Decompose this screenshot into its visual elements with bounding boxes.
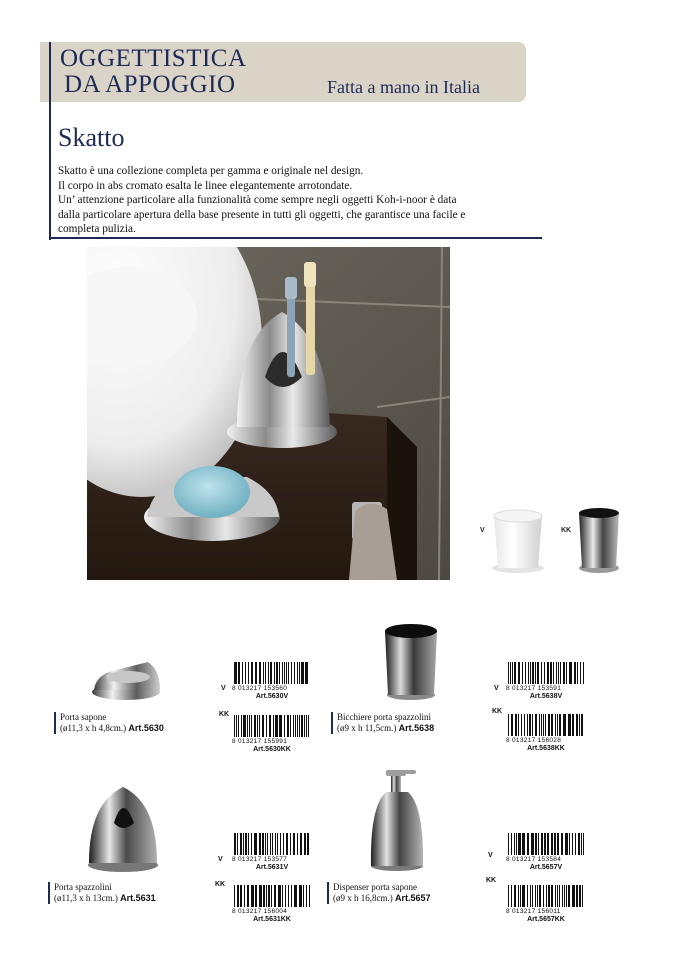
barcode-bar (280, 833, 281, 855)
barcode (232, 885, 312, 923)
barcode-bar (515, 714, 517, 736)
barcode-bar (279, 715, 282, 737)
barcode-bar (537, 662, 539, 684)
barcode-bar (297, 715, 298, 737)
barcode-bar (247, 715, 248, 737)
horizontal-rule (49, 237, 542, 239)
barcode-variant-label: V (218, 856, 223, 863)
barcode-bar (546, 885, 547, 907)
barcode-bar (524, 714, 525, 736)
barcode-variant-label: KK (486, 877, 497, 884)
barcode-bar (541, 714, 542, 736)
barcode-bar (535, 833, 537, 855)
barcode-bar (288, 662, 289, 684)
barcode-bar (529, 714, 531, 736)
barcode-bars (506, 885, 586, 907)
product-caption (54, 712, 164, 734)
barcode-bar (245, 662, 246, 684)
barcode-bar (234, 885, 235, 907)
barcode-bars (232, 662, 312, 684)
barcode-digits: 8 013217 156028 (506, 737, 562, 744)
barcode-bars (506, 662, 586, 684)
barcode-bar (240, 833, 242, 855)
barcode-bar (270, 833, 271, 855)
barcode-bar (269, 715, 271, 737)
barcode-bar (293, 715, 294, 737)
barcode-bar (559, 714, 561, 736)
barcode-bar (555, 714, 556, 736)
barcode-bar (510, 662, 511, 684)
barcode-bar (301, 715, 303, 737)
barcode-bar (309, 885, 310, 907)
barcode-bar (274, 662, 275, 684)
barcode-bar (537, 885, 538, 907)
soap-dish-image (90, 660, 162, 707)
barcode-bar (300, 833, 302, 855)
barcode-bar (572, 833, 573, 855)
barcode-article: Art.5657KK (527, 916, 565, 923)
barcode-bar (234, 833, 236, 855)
barcode-bar (287, 715, 289, 737)
barcode-bar (295, 715, 296, 737)
product-desc: Porta sapone (60, 712, 107, 722)
barcode-variant-label: KK (219, 711, 230, 718)
barcode-variant-label: V (494, 685, 499, 692)
barcode-article: Art.5638KK (527, 745, 565, 752)
barcode-bar (251, 885, 254, 907)
barcode-bar (254, 833, 257, 855)
barcode-bar (511, 885, 512, 907)
barcode-bar (550, 662, 552, 684)
barcode-bar (240, 885, 242, 907)
barcode-bar (579, 885, 581, 907)
barcode-bar (563, 714, 566, 736)
barcode-bar (527, 885, 528, 907)
barcode-bar (285, 885, 286, 907)
barcode-bar (304, 833, 306, 855)
barcode-bar (259, 833, 261, 855)
barcode-bar (563, 662, 565, 684)
barcode-bar (545, 714, 546, 736)
barcode-bar (283, 833, 284, 855)
barcode-bar (241, 715, 242, 737)
barcode-bar (243, 833, 244, 855)
barcode-bar (262, 833, 264, 855)
barcode-bar (242, 662, 243, 684)
barcode-bar (259, 715, 260, 737)
barcode-bar (574, 662, 576, 684)
barcode-bar (518, 714, 519, 736)
barcode-variant-label: V (221, 685, 226, 692)
barcode-bar (548, 885, 550, 907)
barcode-digits: 8 013217 156011 (506, 908, 561, 915)
product-caption (327, 882, 431, 904)
barcode-bar (527, 714, 528, 736)
section-title: Skatto (58, 123, 125, 152)
barcode-bar (561, 833, 563, 855)
barcode-bar (238, 662, 240, 684)
barcode-digits: 8 013217 153591 (506, 685, 562, 692)
barcode-bar (265, 833, 266, 855)
toothbrush-holder-image (86, 783, 160, 878)
barcode-variant-label: KK (215, 881, 226, 888)
barcode-bar (263, 662, 264, 684)
barcode-article: Art.5630V (255, 693, 289, 700)
barcode-bar (299, 885, 302, 907)
barcode-bar (579, 714, 580, 736)
product-caption (48, 882, 156, 904)
barcode-bar (306, 885, 307, 907)
barcode-bar (576, 885, 578, 907)
barcode-bar (291, 885, 292, 907)
barcode-bar (508, 662, 509, 684)
variant-label-chrome: KK (561, 527, 572, 534)
barcode-bar (251, 662, 253, 684)
barcode-bar (268, 885, 270, 907)
barcode-bar (266, 715, 267, 737)
barcode-bar (544, 833, 546, 855)
barcode-bar (294, 662, 295, 684)
white-cup-image (488, 508, 548, 579)
barcode-bar (535, 714, 537, 736)
barcode-bar (581, 833, 582, 855)
barcode-bar (275, 715, 278, 737)
barcode-bar (290, 833, 291, 855)
barcode-bar (305, 662, 308, 684)
barcode-bar (257, 715, 258, 737)
product-photo (87, 247, 450, 580)
barcode-bars (232, 833, 312, 855)
barcode-bar (535, 662, 536, 684)
barcode-digits: 8 013217 155991 (232, 738, 288, 745)
barcode-bar (557, 885, 558, 907)
barcode-variant-label: V (488, 852, 493, 859)
barcode-bar (554, 833, 556, 855)
barcode-bar (530, 885, 531, 907)
product-art: Art.5657 (395, 893, 431, 903)
chrome-cup-image (575, 505, 623, 580)
header-title-line2: DA APPOGGIO (64, 71, 236, 98)
barcode-bar (307, 833, 309, 855)
barcode-bar (299, 662, 300, 684)
barcode-bar (514, 833, 515, 855)
intro-line: completa pulizia. (58, 223, 136, 235)
barcode-bar (572, 714, 574, 736)
intro-text (58, 164, 538, 237)
barcode-bar (267, 833, 268, 855)
product-art: Art.5631 (120, 893, 156, 903)
barcode-bar (306, 715, 307, 737)
barcode-bar (262, 715, 264, 737)
intro-line: Skatto è una collezione completa per gamma e originale nel design. (58, 165, 364, 177)
barcode-bar (243, 715, 246, 737)
barcode-bar (520, 885, 521, 907)
barcode-bar (294, 885, 297, 907)
barcode-bar (278, 885, 281, 907)
barcode-bar (279, 662, 280, 684)
barcode-bar (282, 662, 283, 684)
intro-line: Il corpo in abs cromato esalta le linee elegantemente arrotondate. (58, 179, 353, 192)
barcode (232, 715, 312, 753)
barcode-bar (274, 885, 276, 907)
barcode-bar (566, 885, 567, 907)
barcode-bar (516, 833, 517, 855)
barcode-bar (551, 885, 553, 907)
barcode-bar (575, 833, 576, 855)
barcode-bar (249, 715, 250, 737)
barcode (232, 833, 312, 871)
barcode-bar (276, 662, 278, 684)
barcode-bar (558, 662, 559, 684)
barcode-bar (299, 715, 300, 737)
barcode-bar (560, 662, 561, 684)
barcode-bar (535, 885, 536, 907)
tumbler-image (382, 622, 440, 707)
barcode-bar (547, 662, 549, 684)
barcode-bar (234, 715, 235, 737)
product-dims: (ø11,3 x h 4,8cm.) (60, 723, 127, 733)
barcode-bar (522, 662, 523, 684)
barcode-bar (565, 833, 568, 855)
barcode-digits: 8 013217 153577 (232, 856, 288, 863)
barcode-bar (511, 714, 513, 736)
barcode-bar (557, 833, 559, 855)
barcode-bar (270, 662, 272, 684)
barcode-bar (564, 885, 565, 907)
barcode-bars (232, 885, 312, 907)
barcode-bar (512, 662, 513, 684)
product-dims: (ø11,3 x h 13cm.) (54, 893, 118, 903)
barcode-bar (301, 662, 304, 684)
barcode-bar (288, 885, 289, 907)
barcode-bar (556, 662, 557, 684)
barcode-article: Art.5631KK (253, 916, 291, 923)
barcode (506, 714, 586, 752)
barcode-article: Art.5631V (255, 864, 289, 871)
product-caption (331, 712, 434, 734)
barcode-bar (273, 715, 274, 737)
barcode-bar (265, 662, 266, 684)
barcode-bar (272, 833, 273, 855)
barcode (506, 885, 586, 923)
barcode-bar (531, 833, 534, 855)
barcode-bar (576, 714, 578, 736)
vertical-rule (49, 42, 51, 240)
barcode-bar (248, 662, 249, 684)
barcode-bar (308, 715, 309, 737)
barcode-bar (514, 885, 516, 907)
intro-line: dalla particolare apertura della base presente in tutti gli oggetti, che garantisce una facile e (58, 208, 466, 221)
barcode-bar (582, 885, 583, 907)
barcode-article: Art.5630KK (253, 746, 291, 753)
barcode-bar (528, 662, 529, 684)
barcode-bar (259, 885, 262, 907)
barcode-bar (562, 885, 563, 907)
barcode-bar (291, 662, 292, 684)
barcode-variant-label: KK (492, 708, 503, 715)
barcode-bar (304, 715, 305, 737)
barcode-bar (521, 714, 522, 736)
barcode-bar (569, 662, 572, 684)
barcode-bar (555, 885, 556, 907)
barcode-bar (518, 662, 520, 684)
barcode-bar (532, 885, 533, 907)
barcode-bar (551, 833, 553, 855)
barcode-bar (544, 662, 545, 684)
product-desc: Dispenser porta sapone (333, 882, 417, 892)
barcode-bar (238, 715, 239, 737)
barcode-bar (282, 885, 283, 907)
barcode-bar (286, 833, 288, 855)
barcode-bar (271, 885, 272, 907)
barcode-bar (569, 833, 570, 855)
barcode-bar (290, 715, 291, 737)
barcode-bar (551, 714, 553, 736)
barcode-bar (538, 833, 539, 855)
barcode-article: Art.5657V (529, 864, 563, 871)
barcode-bar (583, 662, 584, 684)
barcode-bar (268, 662, 269, 684)
barcode-bar (522, 833, 525, 855)
barcode-bar (527, 833, 529, 855)
intro-line: Un’ attenzione particolare alla funzionalità come sempre negli oggetti Koh-i-noor è data (58, 194, 457, 206)
barcode-bar (518, 885, 519, 907)
barcode-bar (284, 715, 285, 737)
barcode-bar (541, 833, 543, 855)
barcode-bar (580, 662, 581, 684)
barcode-bar (245, 833, 247, 855)
barcode-bar (566, 662, 567, 684)
barcode-bar (522, 885, 525, 907)
barcode-bar (259, 662, 261, 684)
variant-label-white: V (480, 527, 485, 534)
barcode-bar (568, 714, 571, 736)
barcode-bar (514, 662, 516, 684)
barcode-bar (297, 662, 298, 684)
barcode (506, 833, 586, 871)
barcode-bar (530, 662, 531, 684)
barcode-bar (255, 885, 257, 907)
barcode-bar (568, 885, 570, 907)
barcode-bar (543, 885, 544, 907)
barcode-bar (541, 662, 542, 684)
barcode-bar (286, 662, 287, 684)
barcode-bar (508, 833, 509, 855)
barcode-bar (247, 885, 249, 907)
barcode-bar (508, 885, 509, 907)
barcode-bar (532, 662, 534, 684)
barcode-bar (277, 833, 278, 855)
barcode-bars (506, 833, 586, 855)
barcode-bar (547, 833, 549, 855)
barcode-bar (578, 833, 580, 855)
barcode-bar (251, 715, 252, 737)
barcode-article: Art.5638V (529, 693, 563, 700)
barcode-bar (251, 833, 252, 855)
product-desc: Bicchiere porta spazzolini (337, 712, 431, 722)
barcode-bar (284, 662, 285, 684)
barcode-bar (559, 885, 560, 907)
product-dims: (ø9 x h 11,5cm.) (337, 723, 397, 733)
barcode-bar (572, 885, 575, 907)
barcode-bar (255, 662, 257, 684)
header-title-line1: OGGETTISTICA (60, 45, 247, 72)
barcode-bar (248, 833, 249, 855)
product-art: Art.5630 (128, 723, 164, 733)
barcode-bar (525, 662, 526, 684)
barcode-digits: 8 013217 156004 (232, 908, 288, 915)
product-desc: Porta spazzolini (54, 882, 112, 892)
barcode-bar (543, 714, 544, 736)
barcode-bar (303, 885, 304, 907)
barcode-bar (577, 662, 578, 684)
barcode (232, 662, 312, 700)
barcode-bar (553, 662, 554, 684)
barcode-digits: 8 013217 153584 (506, 856, 562, 863)
barcode-bar (539, 714, 540, 736)
barcode (506, 662, 586, 700)
product-art: Art.5638 (398, 723, 435, 733)
barcode-bar (581, 714, 583, 736)
barcode-bar (244, 885, 245, 907)
barcode-bar (583, 833, 584, 855)
barcode-bar (237, 833, 238, 855)
barcode-bar (557, 714, 558, 736)
barcode-bar (532, 714, 533, 736)
barcode-bar (237, 885, 239, 907)
barcode-bar (236, 715, 237, 737)
barcode-bar (275, 833, 276, 855)
barcode-bar (266, 885, 267, 907)
product-dims: (ø9 x h 16,8cm.) (333, 893, 393, 903)
barcode-bar (548, 714, 550, 736)
barcode-bars (232, 715, 312, 737)
barcode-bar (254, 715, 256, 737)
barcode-digits: 8 013217 153560 (232, 685, 288, 692)
barcode-bar (511, 833, 512, 855)
barcode-bar (234, 662, 237, 684)
barcode-bars (506, 714, 586, 736)
barcode-bar (508, 714, 509, 736)
barcode-bar (297, 833, 298, 855)
barcode-bar (539, 885, 541, 907)
soap-dispenser-image (368, 766, 426, 877)
barcode-bar (518, 833, 521, 855)
barcode-bar (263, 885, 265, 907)
barcode-bar (293, 833, 295, 855)
header-tagline: Fatta a mano in Italia (327, 77, 480, 97)
